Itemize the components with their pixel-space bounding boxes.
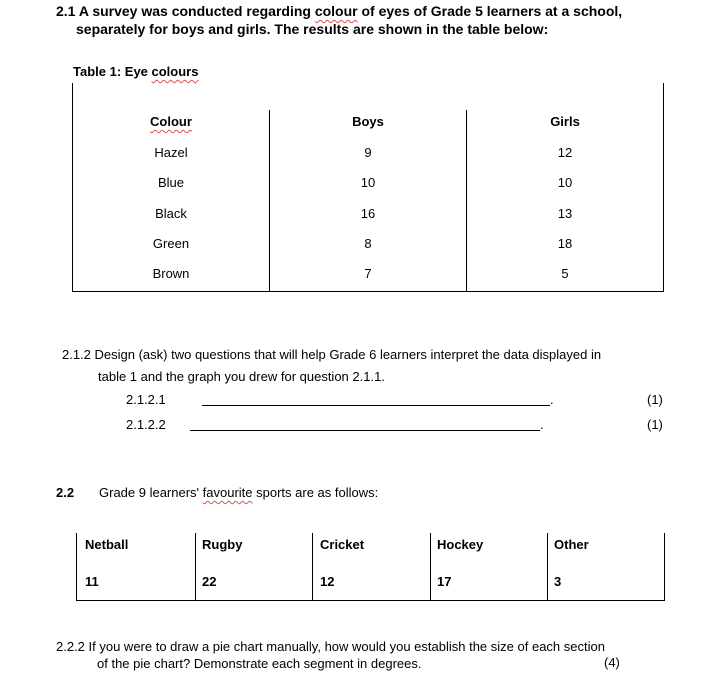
table1-cell: Green bbox=[152, 236, 190, 251]
table1-header-girls: Girls bbox=[550, 114, 580, 129]
table2-header-netball: Netball bbox=[85, 537, 129, 552]
table1-caption bbox=[73, 64, 198, 79]
table2-header-other: Other bbox=[554, 537, 589, 552]
table1-header-colour: Colour bbox=[150, 114, 192, 129]
q21-text-b: of eyes of Grade 5 learners at a school, bbox=[357, 3, 623, 19]
answer-line[interactable] bbox=[202, 405, 550, 406]
q21-line-2: separately for boys and girls. The results are shown in the table below: bbox=[76, 21, 549, 37]
table1-column-divider bbox=[269, 110, 270, 291]
answer-line-end: . bbox=[550, 392, 554, 407]
table2-column-divider bbox=[430, 533, 431, 600]
q21-spellcheck-word: colour bbox=[314, 3, 358, 19]
table2-header-rugby: Rugby bbox=[202, 537, 243, 552]
table2-value: 17 bbox=[437, 574, 452, 589]
answer-line[interactable] bbox=[190, 430, 540, 431]
table1-cell: 13 bbox=[557, 206, 573, 221]
table2-header-cricket: Cricket bbox=[320, 537, 365, 552]
table2-column-divider bbox=[547, 533, 548, 600]
question-2-2-text bbox=[99, 485, 378, 500]
marks-label: (4) bbox=[604, 655, 620, 670]
answer-line-end: . bbox=[540, 417, 544, 432]
table1-cell: 10 bbox=[360, 175, 376, 190]
sub-question-number: 2.1.2.2 bbox=[126, 417, 166, 432]
sub-question-number: 2.1.2.1 bbox=[126, 392, 166, 407]
table1-cell: 16 bbox=[360, 206, 376, 221]
table2-value: 22 bbox=[202, 574, 217, 589]
table2-column-divider bbox=[312, 533, 313, 600]
table1-caption-spellcheck-word: colours bbox=[151, 64, 199, 79]
table1-cell: Blue bbox=[157, 175, 185, 190]
marks-label: (1) bbox=[647, 392, 663, 407]
table1-cell: 7 bbox=[364, 266, 372, 281]
table2-header-hockey: Hockey bbox=[437, 537, 484, 552]
question-2-1-2 bbox=[62, 344, 601, 388]
question-2-2-number: 2.2 bbox=[56, 485, 75, 500]
table1-cell: 10 bbox=[557, 175, 573, 190]
table1-cell: 8 bbox=[364, 236, 372, 251]
q212-line-1: 2.1.2 Design (ask) two questions that will help Grade 6 learners interpret the data displayed in bbox=[62, 347, 602, 362]
q222-line-2: of the pie chart? Demonstrate each segment in degrees. bbox=[97, 656, 422, 671]
table2-value: 3 bbox=[554, 574, 562, 589]
q22-text-a: Grade 9 learners' bbox=[99, 485, 203, 500]
table1-cell: Black bbox=[155, 206, 187, 221]
table1-column-divider bbox=[466, 110, 467, 291]
table1-cell: 18 bbox=[557, 236, 573, 251]
table1-header-boys: Boys bbox=[352, 114, 384, 129]
question-2-1-heading bbox=[56, 2, 622, 38]
table1-cell: 12 bbox=[557, 145, 573, 160]
question-2-2-2 bbox=[56, 638, 605, 672]
table2-value: 11 bbox=[85, 574, 99, 589]
q212-line-2: table 1 and the graph you drew for question 2.1.1. bbox=[98, 369, 385, 384]
table1-cell: Brown bbox=[152, 266, 190, 281]
table2-column-divider bbox=[195, 533, 196, 600]
table1-cell: Hazel bbox=[154, 145, 188, 160]
table1-cell: 9 bbox=[364, 145, 372, 160]
table1-caption-text: Table 1: Eye bbox=[73, 64, 152, 79]
q21-text-a: 2.1 A survey was conducted regarding bbox=[56, 3, 315, 19]
marks-label: (1) bbox=[647, 417, 663, 432]
table1-cell: 5 bbox=[561, 266, 569, 281]
eye-colour-table bbox=[72, 83, 664, 292]
q222-line-1: 2.2.2 If you were to draw a pie chart manually, how would you establish the size of each section bbox=[56, 639, 605, 654]
favourite-sports-table bbox=[76, 533, 665, 601]
q22-spellcheck-word: favourite bbox=[202, 485, 253, 500]
table2-value: 12 bbox=[320, 574, 335, 589]
q22-text-b: sports are as follows: bbox=[252, 485, 379, 500]
